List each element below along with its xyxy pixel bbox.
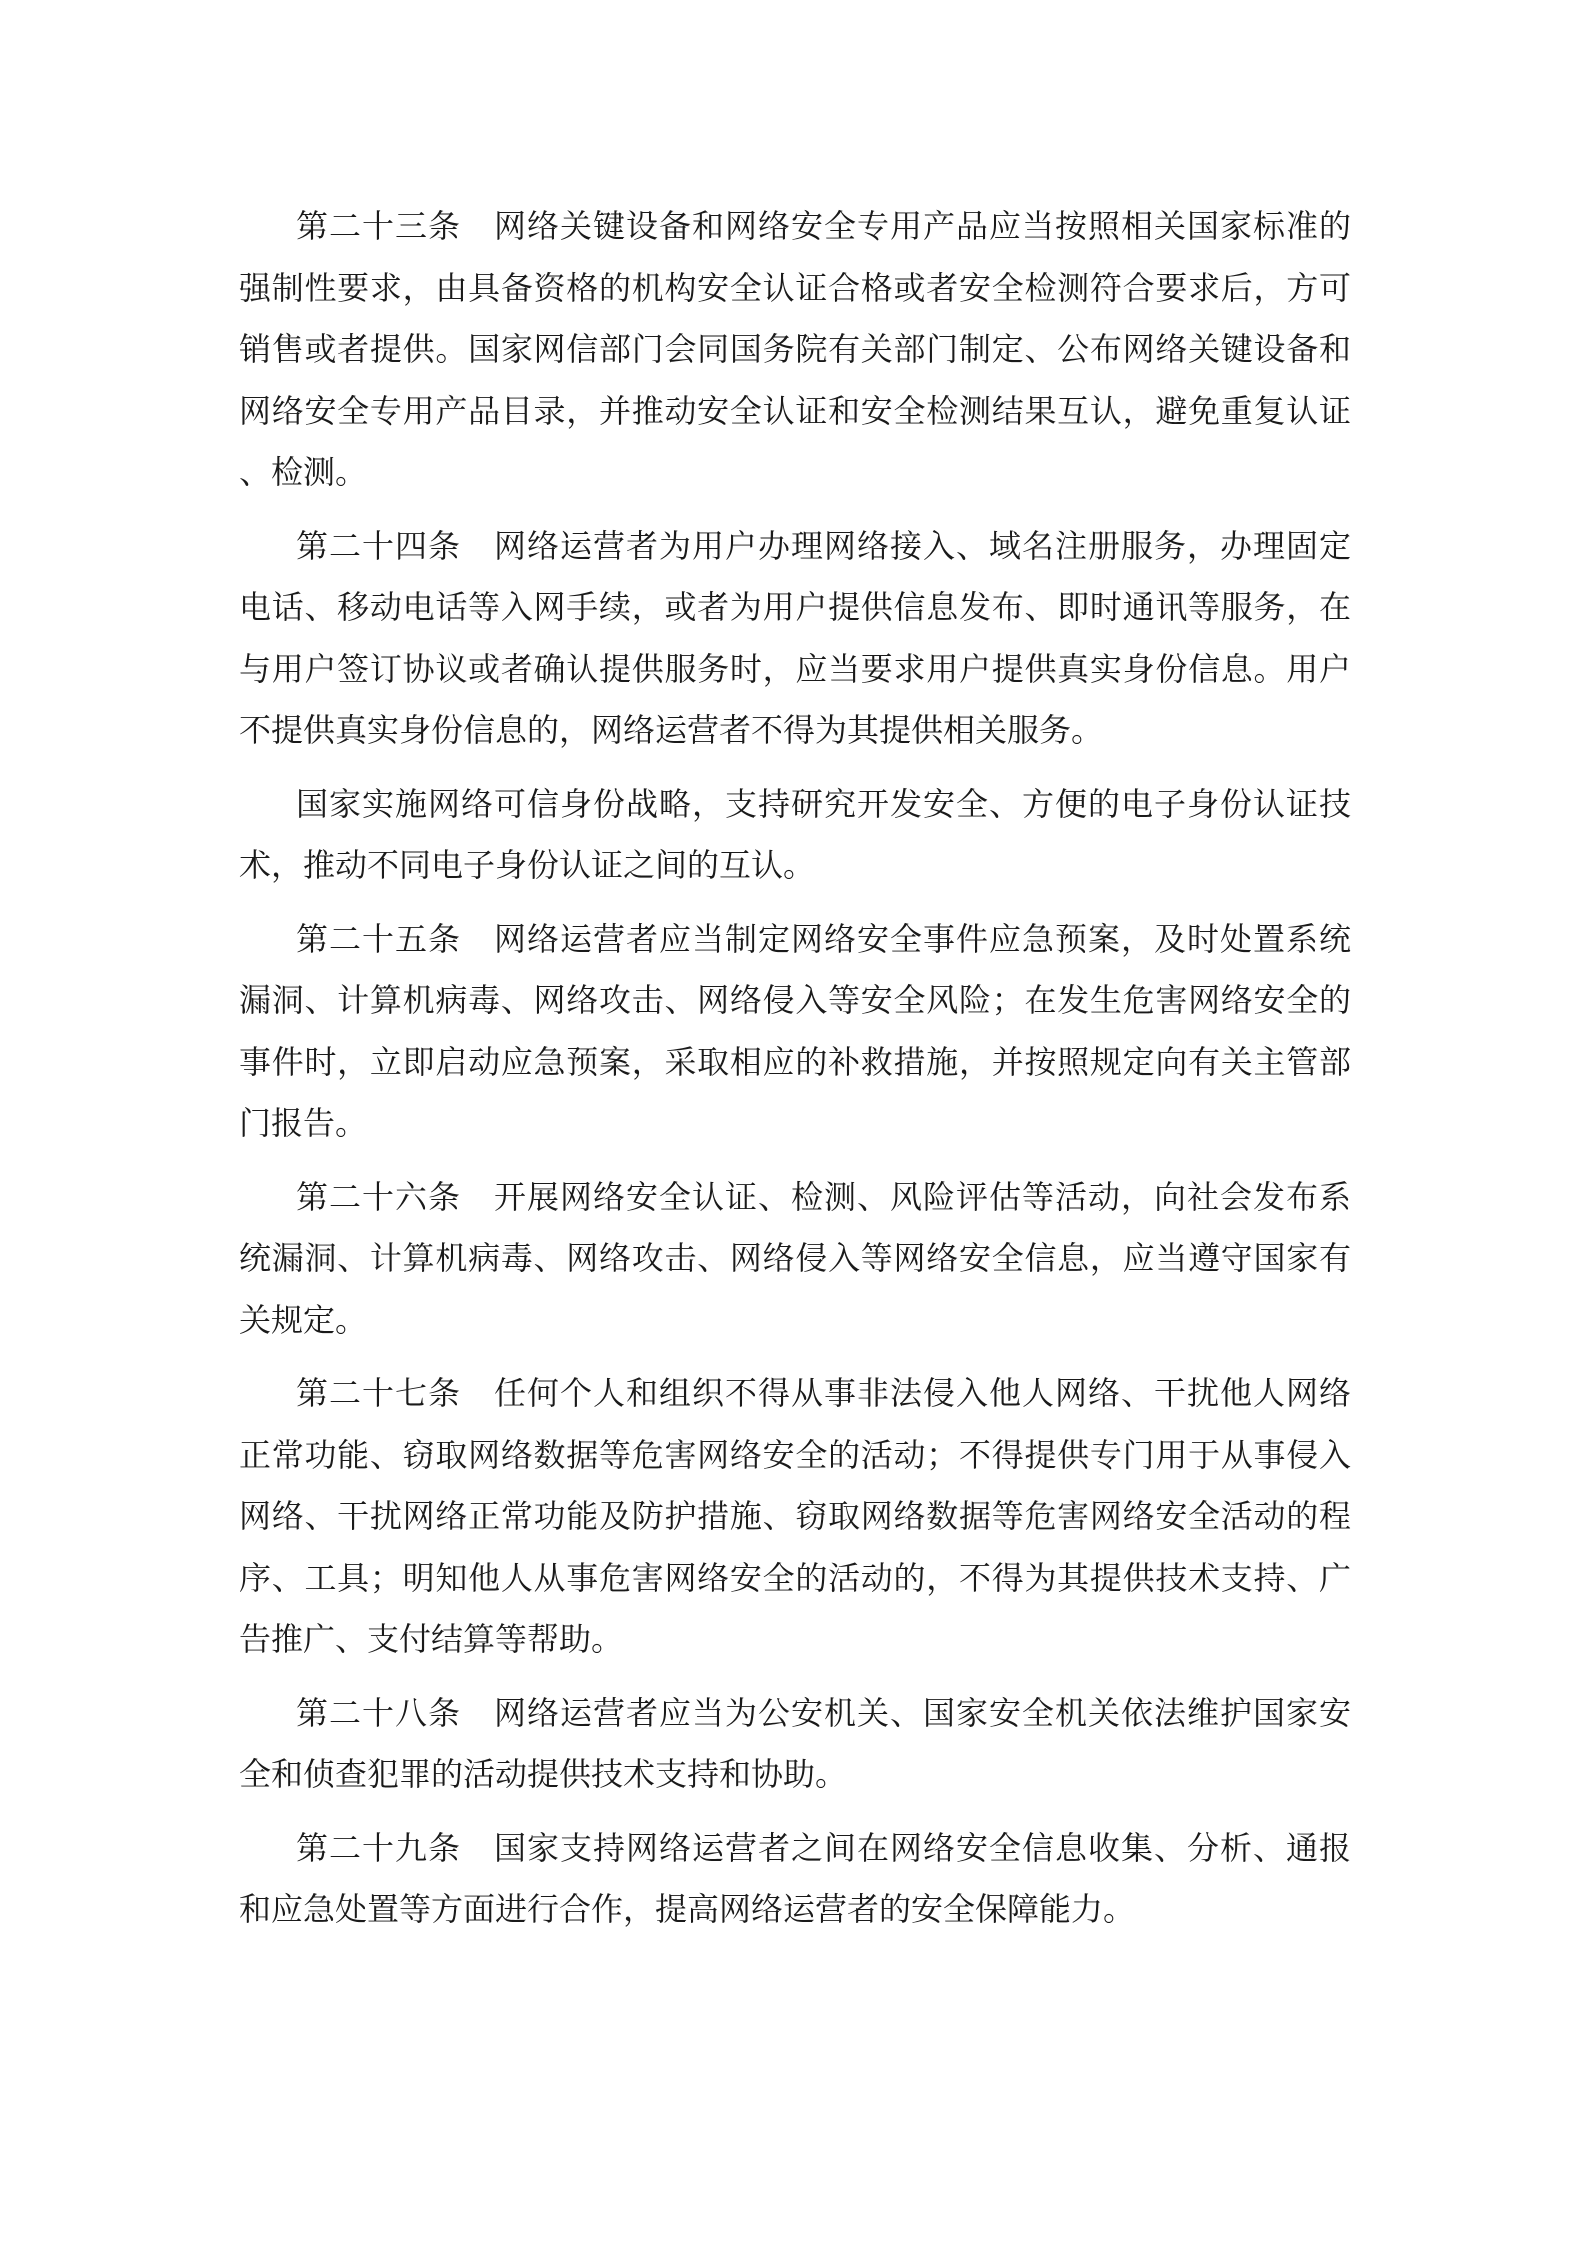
article-number: 第二十九条 <box>296 1828 461 1867</box>
article-number: 第二十三条 <box>296 207 461 245</box>
article-number: 第二十四条 <box>296 526 461 565</box>
paragraph-article-24 <box>239 516 1351 762</box>
paragraph-text: 国家支持网络运营者之间在网络安全信息收集、分析、通报和应急处置等方面进行合作，提高网络运营者的安全保障能力。 <box>239 1828 1351 1928</box>
paragraph-article-23 <box>239 196 1351 504</box>
paragraph-text: 国家实施网络可信身份战略，支持研究开发安全、方便的电子身份认证技术，推动不同电子身份认证之间的互认。 <box>239 784 1351 884</box>
paragraph-text: 网络运营者为用户办理网络接入、域名注册服务，办理固定电话、移动电话等入网手续，或者为用户提供信息发布、即时通讯等服务，在与用户签订协议或者确认提供服务时，应当要求用户提供真实身份信息。用户不提供真实身份信息的，网络运营者不得为其提供相关服务。 <box>239 526 1351 749</box>
article-number: 第二十八条 <box>296 1693 461 1732</box>
paragraph-text: 网络运营者应当制定网络安全事件应急预案，及时处置系统漏洞、计算机病毒、网络攻击、网络侵入等安全风险；在发生危害网络安全的事件时，立即启动应急预案，采取相应的补救措施，并按照规定向有关主管部门报告。 <box>239 919 1351 1142</box>
paragraph-text: 任何个人和组织不得从事非法侵入他人网络、干扰他人网络正常功能、窃取网络数据等危害网络安全的活动；不得提供专门用于从事侵入网络、干扰网络正常功能及防护措施、窃取网络数据等危害网络安全活动的程序、工具；明知他人从事危害网络安全的活动的，不得为其提供技术支持、广告推广、支付结算等帮助。 <box>239 1374 1351 1658</box>
article-number: 第二十五条 <box>296 919 461 958</box>
paragraph-article-24-continued <box>239 774 1351 897</box>
paragraph-text: 开展网络安全认证、检测、风险评估等活动，向社会发布系统漏洞、计算机病毒、网络攻击、网络侵入等网络安全信息，应当遵守国家有关规定。 <box>239 1177 1351 1339</box>
paragraph-article-26 <box>239 1167 1351 1352</box>
article-number: 第二十六条 <box>296 1177 461 1216</box>
article-number: 第二十七条 <box>296 1374 461 1412</box>
document-body <box>239 196 1351 1953</box>
paragraph-text: 网络运营者应当为公安机关、国家安全机关依法维护国家安全和侦查犯罪的活动提供技术支持和协助。 <box>239 1693 1351 1793</box>
paragraph-article-29 <box>239 1818 1351 1941</box>
paragraph-article-25 <box>239 909 1351 1155</box>
paragraph-article-28 <box>239 1683 1351 1806</box>
paragraph-text: 网络关键设备和网络安全专用产品应当按照相关国家标准的强制性要求，由具备资格的机构安全认证合格或者安全检测符合要求后，方可销售或者提供。国家网信部门会同国务院有关部门制定、公布网络关键设备和网络安全专用产品目录，并推动安全认证和安全检测结果互认，避免重复认证、检测。 <box>239 207 1351 491</box>
paragraph-article-27 <box>239 1363 1351 1671</box>
